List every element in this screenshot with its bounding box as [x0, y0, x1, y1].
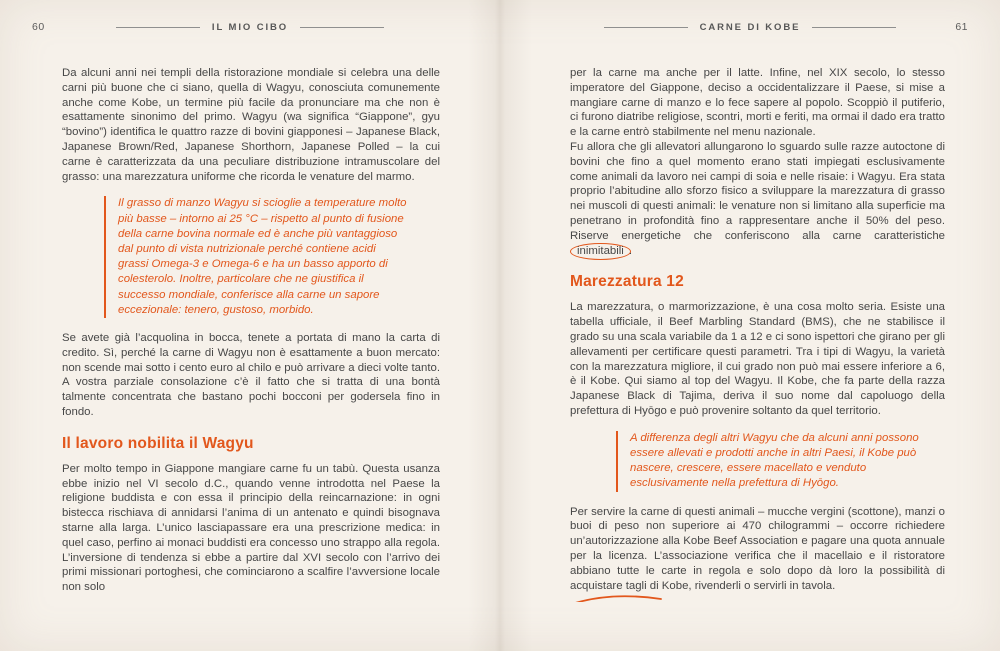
body-paragraph: Per servire la carne di questi animali – mucche vergini (scottone), manzi o buoi di peso non superiore ai 470 chilogrammi – occorre richiedere un’autorizzazione alla Kobe Beef Association e pagare una quota annuale per la licenza. L’associazione verifica che il macellaio e il ristoratore abbiano tutte le carte in regola e solo dopo dà loro la possibilità di acquistare tagli di Kobe, rivenderli o servirli in tavola. [570, 505, 945, 592]
body-paragraph: Se avete già l’acquolina in bocca, tenete a portata di mano la carta di credito. Sì, perché la carne di Wagyu non è esattamente a buon mercato: non scende mai sotto i cento euro al chilo e può arrivare a dieci volte tanto. A vostra parziale consolazione c’è il fatto che si tratta di una bontà talmente concentrata che bastano pochi bocconi per godersela fino in fondo. [62, 332, 440, 418]
header-rule [604, 27, 688, 28]
price-paragraph-block [62, 331, 440, 420]
page-number-left: 60 [32, 21, 45, 33]
licensing-paragraph-block [570, 505, 945, 594]
page-header-right [500, 22, 1000, 33]
paragraph-text: Fu allora che gli allevatori allungarono lo sguardo sulle razze autoctone di bovini che fino a quel momento erano stati impiegati esclusivamente come animali da lavoro nei campi di soia e nelle risaie: i Wagyu. Era stata proprio l’abitudine allo sforzo fisico a sviluppare la marezzatura di grasso nei muscoli di questi animali: le venature non si limitano alla superficie ma penetrano in profondità fino a rappresentare anche il 50% del peso. Riserve energetiche che conferiscono alla carne caratteristiche [570, 140, 945, 242]
section-heading: Marezzatura 12 [570, 273, 684, 291]
running-title-right: CARNE DI KOBE [699, 22, 801, 33]
body-paragraph: La marezzatura, o marmorizzazione, è una cosa molto seria. Esiste una tabella ufficiale, il Beef Marbling Standard (BMS), che ne stabilisce il grado su una scala variabile da 1 a 12 e ci sono ispettori che girano per gli allevamenti per certificare questi parametri. Tra i tipi di Wagyu, la varietà con la marezzatura migliore, il cui grado non può mai essere inferiore a 6, è il Kobe. Qui siamo al top del Wagyu. Il Kobe, che fa parte della razza Japanese Black di Tajima, deriva il suo nome dal capoluogo della prefettura di Hyōgo e può provenire soltanto da quel territorio. [570, 301, 945, 417]
opening-paragraph-block [62, 66, 440, 184]
pull-quote: A differenza degli altri Wagyu che da alcuni anni possono essere allevati e prodotti anche in altri Paesi, il Kobe può nascere, crescere, essere macellato e venduto esclusivamente nella prefettura di Hyōgo. [616, 431, 921, 492]
page-number-right: 61 [955, 21, 968, 33]
body-paragraph: Per molto tempo in Giappone mangiare carne fu un tabù. Questa usanza ebbe inizio nel VI secolo d.C., quando venne introdotta nel Paese la religione buddista e con essa il principio della reincarnazione: in ogni bistecca rischiava di annidarsi l’anima di un antenato e quindi bisognava starne alla larga. L’unico lasciapassare era una prescrizione medica: in quel caso, perfino ai monaci buddisti era concesso uno strappo alla regola. L’inversione di tendenza si ebbe a partire dal XVI secolo con l’arrivo dei primi missionari portoghesi, che cominciarono a scalfire l’avversione locale non solo [62, 462, 440, 594]
page-right [500, 0, 1000, 651]
circled-word: inimitabili [570, 243, 631, 260]
underline-swoosh-doodle [570, 592, 663, 602]
body-paragraph [570, 140, 945, 258]
page-main-right [570, 66, 945, 602]
running-title-left: IL MIO CIBO [211, 22, 289, 33]
section-heading: Il lavoro nobilita il Wagyu [62, 434, 254, 452]
page-main-left [62, 66, 440, 604]
body-paragraph: Da alcuni anni nei templi della ristorazione mondiale si celebra una delle carni più buone che ci siano, quella di Wagyu, conosciuta comunemente anche come Kobe, un termine più facile da pronunciare ma che non è esattamente sinonimo del primo. Wagyu (wa significa “Giappone”, gyu “bovino”) identifica le quattro razze di bovini giapponesi – Japanese Black, Japanese Brown/Red, Japanese Shorthorn, Japanese Polled – la cui carne è caratterizzata da una peculiare distribuzione intramuscolare del grasso: una marezzatura uniforme che ricorda le venature del marmo. [62, 67, 440, 183]
header-rule [300, 27, 384, 28]
header-rule [812, 27, 896, 28]
page-header-left [0, 22, 500, 33]
body-paragraph: per la carne ma anche per il latte. Infine, nel XIX secolo, lo stesso imperatore del Giappone, deciso a occidentalizzare il Paese, si mise a mangiare carne di manzo e lo fece sapere al popolo. Scoppiò il putiferio, ci furono diatribe religiose, scontri, morti e feriti, ma ormai il dado era tratto e la carne entrò stabilmente nel menu nazionale. [570, 67, 945, 139]
paragraph-text: . [628, 244, 633, 257]
header-rule [116, 27, 200, 28]
pull-quote: Il grasso di manzo Wagyu si scioglie a temperature molto più basse – intorno ai 25 °C – rispetto al punto di fusione della carne bovina normale ed è anche più vantaggioso dal punto di vista nutrizionale perché contiene acidi grassi Omega-3 e Omega-6 e ha un basso apporto di colesterolo. Inoltre, particolare che ne giustifica il successo mondiale, conferisce alla carne un sapore eccezionale: tenero, gustoso, morbido. [104, 196, 409, 318]
